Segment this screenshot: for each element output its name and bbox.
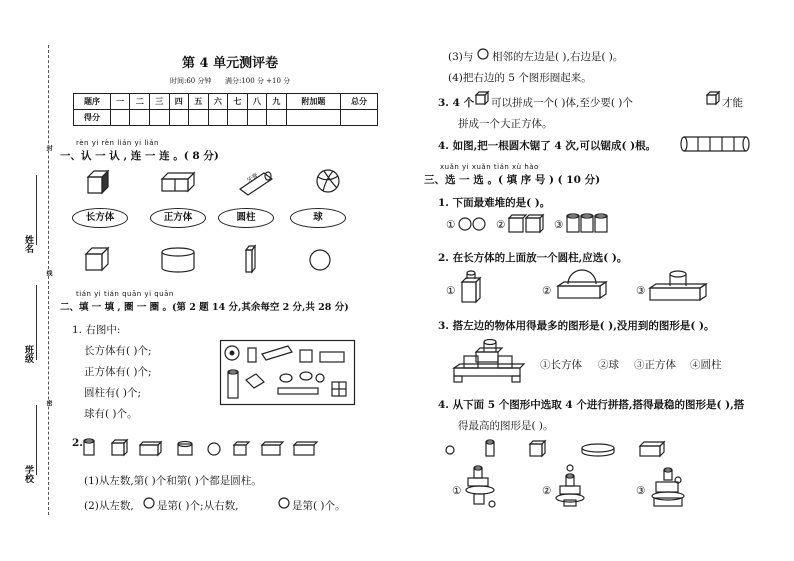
r-item3-d: 拼成一个大正方体。 [458, 118, 553, 130]
small-cube-icon [475, 91, 489, 105]
s3-q1: 1. 下面最难堆的是( )。 [438, 197, 551, 209]
cuboid-icon [320, 352, 344, 362]
score-cell[interactable] [110, 110, 130, 126]
dice-icon [88, 171, 108, 193]
s3-q2-option-2 [556, 268, 608, 304]
cuboid-icon [294, 442, 317, 455]
cylinder-icon [280, 374, 292, 382]
cylinder-icon [228, 370, 238, 398]
cylinder-icon [486, 440, 494, 456]
score-row-label: 得分 [74, 110, 111, 126]
s3-q4-marker-3[interactable]: ③ [636, 485, 646, 497]
tall-cuboid-icon [246, 246, 255, 272]
score-cell[interactable] [340, 110, 377, 126]
score-table [73, 93, 378, 126]
s3-q1-marker-2[interactable]: ② [496, 219, 506, 231]
cylinder-icon [567, 214, 579, 232]
score-cell[interactable] [208, 110, 228, 126]
s3-q2-marker-2[interactable]: ② [542, 285, 552, 297]
cuboid-icon [640, 442, 664, 456]
school-underline [36, 405, 37, 475]
score-cell[interactable] [149, 110, 169, 126]
s2-q1-label: 1. 右图中: [72, 324, 121, 336]
s3-q3-structure [450, 338, 525, 384]
s2-q2-line2-b: 是第( )个;从右数, [157, 500, 239, 512]
cube-icon [112, 440, 127, 455]
cylinder-icon [595, 214, 607, 232]
name-underline [36, 175, 37, 245]
section3-pinyin: xuǎn yi xuǎn tián xù hào [440, 163, 539, 171]
section2-pinyin: tián yi tián quān yi quān [76, 290, 174, 298]
sphere-icon [310, 250, 330, 270]
seal-char-3: 密 [45, 400, 52, 406]
score-header-cell: 七 [228, 94, 248, 110]
s2-q2-line2-a: (2)从左数, [84, 500, 134, 512]
s3-q1-option-3 [566, 213, 608, 235]
sphere-icon [208, 443, 220, 455]
s2-q1-line-cuboid: 长方体有( )个; [84, 345, 152, 357]
toy-bricks-icon [162, 173, 194, 191]
score-header-cell: 总分 [340, 94, 377, 110]
score-header-cell: 五 [189, 94, 209, 110]
r-q4: (4)把右边的 5 个图形圈起来。 [448, 72, 592, 84]
score-table-score-row [74, 110, 378, 126]
s3-q4-option-3 [648, 464, 688, 508]
cylinder-icon [300, 372, 312, 380]
sphere-icon [143, 497, 155, 509]
cylinder-icon [178, 442, 192, 456]
s2-q2-shapes-row [82, 437, 327, 459]
score-header-cell: 四 [169, 94, 189, 110]
cylinder-icon [248, 348, 256, 362]
s2-q1-line-cube: 正方体有( )个; [84, 366, 152, 378]
score-header-cell: 二 [130, 94, 150, 110]
sphere-icon [278, 497, 290, 509]
section1-objects [80, 165, 360, 200]
small-cube-icon [706, 91, 720, 105]
s3-q2: 2. 在长方体的上面放一个圆柱,应选( )。 [438, 252, 628, 264]
cuboid-icon [140, 442, 161, 455]
section1-shapes [80, 244, 360, 276]
r-item4: 4. 如图,把一根圆木锯了 4 次,可以锯成( )根。 [438, 140, 657, 152]
s2-q1-line-cylinder: 圆柱有( )个; [84, 387, 142, 399]
r-q3-a: (3)与 [448, 51, 474, 63]
s3-q4-option-1 [464, 464, 500, 508]
s3-q4-b: 得最高的图形是( )。 [458, 420, 554, 432]
s3-q3-option-cylinder[interactable]: ④圆柱 [690, 359, 722, 371]
log-icon [680, 135, 750, 155]
s3-q3: 3. 搭左边的物体用得最多的图形是( ),没用到的图形是( )。 [438, 320, 715, 332]
cube-icon [300, 350, 312, 362]
class-label: 班级 [23, 345, 33, 363]
cuboid-icon [262, 442, 283, 455]
score-cell[interactable] [130, 110, 150, 126]
sphere-icon [477, 48, 489, 60]
score-header-cell: 八 [247, 94, 267, 110]
s3-q4-marker-1[interactable]: ① [452, 485, 462, 497]
section3-title: 三、选 一 选 。( 填 序 号 ) ( 10 分) [424, 174, 601, 186]
r-q3-b: 相邻的左边是( ),右边是( )。 [492, 51, 624, 63]
sphere-icon [316, 374, 324, 382]
s3-q1-marker-3[interactable]: ③ [554, 219, 564, 231]
s3-q4-a: 4. 从下面 5 个图形中选取 4 个进行拼搭,搭得最稳的图形是( ),搭 [438, 399, 745, 411]
cube-icon [530, 441, 545, 456]
s2-q2-line1: (1)从左数,第( )个和第( )个都是圆柱。 [84, 475, 262, 487]
exam-score: 满分:100 分 +10 分 [225, 77, 291, 85]
oval-sphere[interactable]: 球 [290, 208, 346, 228]
short-cylinder-icon [162, 248, 194, 272]
score-header-cell: 六 [208, 94, 228, 110]
cube-icon [86, 248, 108, 270]
s3-q2-marker-3[interactable]: ③ [636, 285, 646, 297]
s3-q4-marker-2[interactable]: ② [542, 485, 552, 497]
score-cell[interactable] [286, 110, 340, 126]
score-header-cell: 九 [267, 94, 287, 110]
score-cell[interactable] [189, 110, 209, 126]
name-label: 姓名 [23, 235, 33, 253]
s3-q3-option-cube[interactable]: ③正方体 [634, 359, 676, 371]
small-sphere-icon [446, 446, 454, 454]
oval-cuboid[interactable]: 长方体 [72, 208, 128, 228]
volleyball-icon [317, 170, 339, 192]
s3-q4-shapes-row [440, 438, 680, 460]
soccer-ball-icon [225, 346, 239, 360]
long-cuboid-icon [262, 346, 292, 360]
score-header-cell: 一 [110, 94, 130, 110]
s3-q2-option-3 [648, 268, 708, 304]
seal-char-2: 线 [45, 270, 52, 276]
score-cell[interactable] [228, 110, 248, 126]
oval-cube[interactable]: 正方体 [150, 208, 206, 228]
binding-dashed-line [48, 45, 49, 515]
s3-q2-marker-1[interactable]: ① [446, 285, 456, 297]
s3-q3-option-cuboid[interactable]: ①长方体 [540, 359, 582, 371]
score-header-cell: 题序 [74, 94, 111, 110]
section1-title: 一、认 一 认 , 连 一 连 。( 8 分) [60, 150, 219, 162]
disc-icon [582, 444, 614, 456]
s2-q1-line-sphere: 球有( )个。 [84, 408, 138, 420]
score-cell[interactable] [247, 110, 267, 126]
roll-label: 牙膏 [245, 172, 260, 185]
cylinder-icon [84, 439, 94, 455]
s2-q1-picture [220, 340, 355, 405]
oval-cylinder[interactable]: 圆柱 [218, 208, 274, 228]
section2-title: 二、填 一 填 , 圈 一 圈 。(第 2 题 14 分,其余每空 2 分,共 28 分) [60, 302, 349, 313]
cylinder-icon [581, 214, 593, 232]
score-cell[interactable] [267, 110, 287, 126]
s3-q4-option-2 [554, 464, 590, 508]
s2-q2-label: 2. [72, 437, 83, 449]
score-header-cell: 附加题 [286, 94, 340, 110]
cuboid-icon [234, 442, 249, 455]
seal-char-1: 封 [45, 145, 52, 151]
score-header-cell: 三 [149, 94, 169, 110]
school-label: 学校 [23, 465, 33, 483]
binding-margin [0, 0, 70, 561]
score-table-header-row [74, 94, 378, 110]
exam-time: 时间:60 分钟 [170, 77, 212, 85]
rubiks-cube-icon [332, 382, 346, 396]
r-item3-a: 3. 4 个 [438, 97, 475, 109]
s3-q2-option-1 [458, 268, 488, 304]
class-underline [36, 285, 37, 360]
s3-q1-option-1 [458, 215, 488, 233]
cube-icon [246, 374, 264, 388]
score-cell[interactable] [169, 110, 189, 126]
s3-q3-option-sphere[interactable]: ②球 [598, 359, 619, 371]
r-item3-c: 才能 [722, 97, 743, 109]
s2-q2-line2-c: 是第( )个。 [292, 500, 346, 512]
section1-pinyin: rèn yi rèn lián yi lián [76, 139, 159, 147]
cuboid-icon [278, 388, 318, 394]
r-item3-b: 可以拼成一个( )体,至少要( )个 [491, 97, 633, 109]
s3-q1-option-2 [508, 213, 548, 233]
s3-q1-marker-1[interactable]: ① [446, 219, 456, 231]
page-title: 第 4 单元测评卷 [182, 56, 279, 71]
